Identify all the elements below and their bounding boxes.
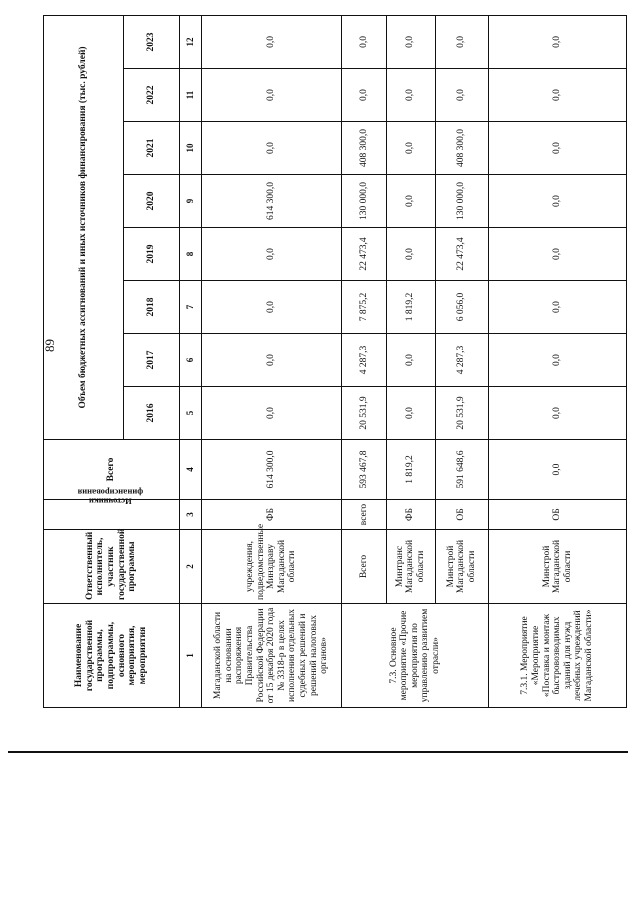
row-value: 0,0	[386, 122, 435, 175]
row-value: 0,0	[201, 387, 341, 440]
row-value: 22 473,4	[342, 228, 387, 281]
row-value: 4 287,3	[342, 334, 387, 387]
year-2022: 2022	[124, 69, 180, 122]
row-value: 0,0	[201, 334, 341, 387]
row-executor: Всего	[342, 530, 387, 604]
row-total: 593 467,8	[342, 440, 387, 500]
header-row-numbers	[179, 15, 201, 707]
row-total: 1 819,2	[386, 440, 435, 500]
row-value: 0,0	[435, 15, 488, 68]
row-source: всего	[342, 500, 387, 530]
col-number: 8	[179, 228, 201, 281]
row-source: ОБ	[488, 500, 626, 530]
row-value: 0,0	[342, 69, 387, 122]
row-source: ОБ	[435, 500, 488, 530]
header-source-line1: Источники	[89, 496, 133, 507]
year-2021: 2021	[124, 122, 180, 175]
col-number: 2	[179, 530, 201, 604]
financing-table	[43, 15, 627, 708]
row-value: 0,0	[488, 387, 626, 440]
row-total: 591 648,6	[435, 440, 488, 500]
row-value: 130 000,0	[435, 175, 488, 228]
row-value: 0,0	[201, 15, 341, 68]
year-2019: 2019	[124, 228, 180, 281]
row-value: 22 473,4	[435, 228, 488, 281]
col-number: 6	[179, 334, 201, 387]
year-2018: 2018	[124, 281, 180, 334]
row-value: 130 000,0	[342, 175, 387, 228]
row-name: 7.3. Основное мероприятие «Прочие мероприятия по управлению развитием отрасли»	[342, 604, 489, 708]
row-value: 408 300,0	[435, 122, 488, 175]
row-value: 7 875,2	[342, 281, 387, 334]
year-2017: 2017	[124, 334, 180, 387]
row-value: 0,0	[435, 69, 488, 122]
row-value: 0,0	[201, 228, 341, 281]
row-value: 0,0	[488, 15, 626, 68]
row-source: ФБ	[386, 500, 435, 530]
row-name: 7.3.1. Мероприятие «Мероприятие «Поставка и монтаж быстровозводимых зданий для нужд лечебных учреждений Магаданской области»	[488, 604, 626, 708]
row-value: 1 819,2	[386, 281, 435, 334]
col-number: 5	[179, 387, 201, 440]
row-total: 0,0	[488, 440, 626, 500]
col-number: 7	[179, 281, 201, 334]
row-value: 614 300,0	[201, 175, 341, 228]
row-name: Магаданской области на основании распоряжения Правительства Российской Федерации от 15 декабря 2020 года № 3318-р в целях исполнения отдельных судебных решений и решений налоговых органов»	[201, 604, 341, 708]
row-total: 614 300,0	[201, 440, 341, 500]
row-value: 20 531,9	[435, 387, 488, 440]
row-value: 0,0	[386, 334, 435, 387]
col-number: 11	[179, 69, 201, 122]
header-financing-group: Объем бюджетных ассигнований и иных источников финансирования (тыс. рублей)	[44, 15, 124, 439]
col-number: 3	[179, 500, 201, 530]
page-separator-line	[8, 751, 628, 753]
col-number: 9	[179, 175, 201, 228]
header-row-1	[44, 15, 124, 707]
row-executor: учреждения, подведомственные Минздраву Магаданской области	[201, 530, 341, 604]
col-number: 4	[179, 440, 201, 500]
row-value: 0,0	[386, 228, 435, 281]
col-number: 10	[179, 122, 201, 175]
year-2016: 2016	[124, 387, 180, 440]
header-total: Всего	[44, 440, 180, 500]
header-source-line2: финансирования	[77, 487, 144, 498]
row-value: 4 287,3	[435, 334, 488, 387]
table-row	[488, 15, 626, 707]
col-number: 1	[179, 604, 201, 708]
header-executor: Ответственный исполнитель, участник государственной программы	[44, 530, 180, 604]
row-value: 0,0	[488, 69, 626, 122]
row-value: 0,0	[488, 122, 626, 175]
col-number: 12	[179, 15, 201, 68]
row-value: 20 531,9	[342, 387, 387, 440]
row-value: 0,0	[488, 334, 626, 387]
row-value: 0,0	[386, 175, 435, 228]
row-value: 0,0	[386, 69, 435, 122]
rotated-table-wrapper	[43, 16, 627, 708]
row-value: 0,0	[386, 387, 435, 440]
row-executor: Минтранс Магаданской области	[386, 530, 435, 604]
row-value: 408 300,0	[342, 122, 387, 175]
row-executor: Минстрой Магаданской области	[435, 530, 488, 604]
header-name: Наименование государственной программы, подпрограммы, основного мероприятия, мероприятия	[44, 604, 180, 708]
table-row	[201, 15, 341, 707]
row-source: ФБ	[201, 500, 341, 530]
table-row	[342, 15, 387, 707]
row-value: 0,0	[488, 281, 626, 334]
page-number: 89	[42, 339, 57, 352]
row-executor: Минстрой Магаданской области	[488, 530, 626, 604]
row-value: 0,0	[386, 15, 435, 68]
header-source	[44, 487, 180, 530]
row-value: 0,0	[201, 69, 341, 122]
year-2023: 2023	[124, 15, 180, 68]
year-2020: 2020	[124, 175, 180, 228]
row-value: 0,0	[201, 281, 341, 334]
row-value: 6 056,0	[435, 281, 488, 334]
row-value: 0,0	[201, 122, 341, 175]
row-value: 0,0	[488, 175, 626, 228]
row-value: 0,0	[488, 228, 626, 281]
row-value: 0,0	[342, 15, 387, 68]
